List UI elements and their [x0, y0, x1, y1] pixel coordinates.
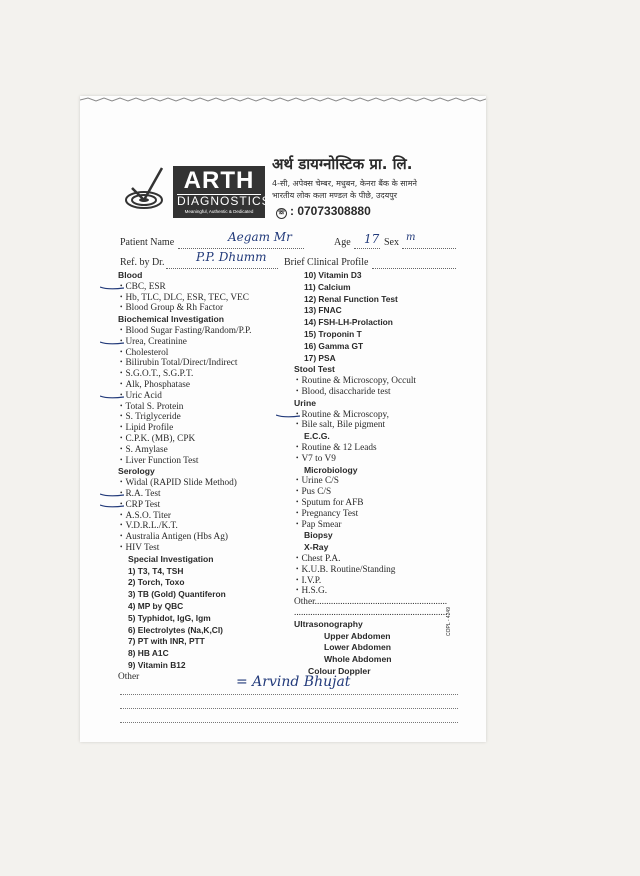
- left-test-row: [118, 625, 252, 637]
- right-test-row: [294, 317, 447, 329]
- left-test-row: [118, 293, 252, 304]
- numbered-test-item: 13) FNAC: [304, 305, 342, 316]
- other-text: Other.........................................................: [294, 597, 448, 608]
- section-heading: Microbiology: [304, 464, 358, 475]
- ref-by-line: [166, 268, 278, 269]
- left-test-row: [118, 532, 252, 543]
- test-item: • Liver Function Test: [120, 456, 198, 466]
- handwritten-signature: = Arvind Bhujat: [236, 674, 351, 690]
- age-label: Age: [334, 237, 351, 248]
- left-test-row: [118, 348, 252, 359]
- brief-clinical-profile-line: [372, 268, 456, 269]
- test-item: • Routine & Microscopy,: [296, 410, 389, 420]
- test-item: • Widal (RAPID Slide Method): [120, 478, 237, 488]
- sex-label: Sex: [384, 237, 399, 248]
- left-test-row: [118, 456, 252, 467]
- test-item: • Bile salt, Bile pigment: [296, 420, 385, 430]
- right-test-row: [294, 642, 447, 654]
- section-heading: Urine: [294, 397, 316, 408]
- test-item: • Sputum for AFB: [296, 498, 363, 508]
- right-test-row: [294, 454, 447, 465]
- right-test-column: [294, 270, 447, 678]
- numbered-test-item: 5) Typhidot, IgG, Igm: [128, 612, 211, 623]
- numbered-test-item: 14) FSH-LH-Prolaction: [304, 317, 393, 328]
- left-test-row: [118, 423, 252, 434]
- left-test-row: [118, 566, 252, 578]
- logo-text-arth: ARTH: [183, 167, 255, 194]
- test-item: • Urine C/S: [296, 476, 339, 486]
- right-test-row: [294, 398, 447, 410]
- pen-tick-mark: [100, 341, 124, 345]
- section-heading: Serology: [118, 466, 155, 477]
- section-heading: Biopsy: [304, 530, 333, 541]
- patient-name-label: Patient Name: [120, 237, 175, 248]
- left-test-row: [118, 589, 252, 601]
- numbered-test-item: 10) Vitamin D3: [304, 270, 362, 280]
- left-test-row: [118, 613, 252, 625]
- test-item: • R.A. Test: [120, 489, 161, 499]
- left-test-row: [118, 601, 252, 613]
- test-item: • Pap Smear: [296, 520, 341, 530]
- numbered-test-item: 2) Torch, Toxo: [128, 577, 185, 588]
- section-heading: Blood: [118, 270, 143, 280]
- sex-line: [402, 248, 456, 249]
- hindi-company-name: अर्थ डायग्नोस्टिक प्रा. लि.: [272, 155, 413, 173]
- left-test-row: [118, 270, 252, 282]
- numbered-test-item: 15) Troponin T: [304, 328, 362, 339]
- test-item: • A.S.O. Titer: [120, 511, 171, 521]
- numbered-test-item: 12) Renal Function Test: [304, 293, 398, 304]
- numbered-test-item: 8) HB A1C: [128, 648, 169, 659]
- left-test-row: [118, 648, 252, 660]
- test-item: • V7 to V9: [296, 454, 336, 464]
- ref-by-label: Ref. by Dr.: [120, 257, 165, 268]
- handwritten-ref-doctor: P.P. Dhumm: [196, 250, 267, 264]
- left-test-row: [118, 303, 252, 314]
- left-test-row: [118, 543, 252, 554]
- section-heading: Whole Abdomen: [324, 654, 392, 665]
- left-test-row: [118, 445, 252, 456]
- left-test-row: [118, 636, 252, 648]
- numbered-test-item: 4) MP by QBC: [128, 600, 184, 611]
- test-item: • C.P.K. (MB), CPK: [120, 434, 195, 444]
- numbered-test-item: 16) Gamma GT: [304, 340, 364, 351]
- left-test-row: [118, 412, 252, 423]
- left-test-row: [118, 466, 252, 478]
- left-test-row: [118, 434, 252, 445]
- other-line-3: [120, 722, 458, 723]
- section-heading: Ultrasonography: [294, 618, 363, 629]
- test-item: • H.S.G.: [296, 586, 327, 596]
- right-test-row: [294, 431, 447, 443]
- right-test-row: [294, 329, 447, 341]
- age-line: [354, 248, 380, 249]
- test-item: • Australia Antigen (Hbs Ag): [120, 532, 228, 542]
- patient-name-line: [178, 248, 304, 249]
- section-heading: Stool Test: [294, 364, 335, 375]
- hindi-address-line-1: 4-सी, अपेक्स चेम्बर, मधुबन, केनरा बैंक के सामने: [272, 179, 417, 188]
- right-test-row: [294, 341, 447, 353]
- right-test-row: [294, 270, 447, 282]
- numbered-test-item: 11) Calcium: [304, 281, 351, 292]
- right-test-row: [294, 443, 447, 454]
- left-test-row: [118, 500, 252, 511]
- right-test-row: [294, 597, 447, 608]
- phone-icon: ☏: [276, 208, 287, 219]
- left-test-row: [118, 380, 252, 391]
- left-test-row: [118, 660, 252, 672]
- company-logo: [173, 166, 271, 218]
- left-test-row: [118, 391, 252, 402]
- left-test-row: [118, 489, 252, 500]
- left-test-row: [118, 577, 252, 589]
- section-heading: Lower Abdomen: [324, 642, 391, 653]
- pen-tick-mark: [100, 286, 124, 290]
- right-test-row: [294, 565, 447, 576]
- test-item: • Routine & 12 Leads: [296, 443, 377, 453]
- numbered-test-item: 1) T3, T4, TSH: [128, 565, 184, 576]
- test-item: • Hb, TLC, DLC, ESR, TEC, VEC: [120, 293, 249, 303]
- pen-tick-mark: [100, 493, 124, 497]
- left-test-row: [118, 358, 252, 369]
- left-test-row: [118, 511, 252, 522]
- target-logo-icon: [124, 166, 164, 210]
- other-line-1: [120, 694, 458, 695]
- test-item: • Routine & Microscopy, Occult: [296, 376, 416, 386]
- left-test-row: [118, 478, 252, 489]
- test-item: • Pregnancy Test: [296, 509, 358, 519]
- hindi-address-line-2: भारतीय लोक कला मण्डल के पीछे, उदयपुर: [272, 191, 398, 200]
- right-test-row: [294, 654, 447, 666]
- test-item: • Blood, disaccharide test: [296, 387, 391, 397]
- right-test-row: [294, 520, 447, 531]
- right-test-row: [294, 586, 447, 597]
- logo-text-diagnostics: DIAGNOSTICS: [177, 194, 271, 208]
- logo-tagline: Meaningful, Authentic & Dedicated: [184, 209, 254, 214]
- left-test-row: [118, 282, 252, 293]
- right-test-row: [294, 530, 447, 542]
- right-test-row: [294, 294, 447, 306]
- left-test-row: [118, 554, 252, 566]
- left-test-row: [118, 314, 252, 326]
- right-test-row: [294, 554, 447, 565]
- test-item: • Chest P.A.: [296, 554, 340, 564]
- section-heading: Colour Doppler: [308, 665, 371, 676]
- test-item: • Uric Acid: [120, 391, 162, 401]
- phone-number: ☏ : 07073308880: [277, 204, 371, 218]
- test-item: • CRP Test: [120, 500, 160, 510]
- test-item: • Blood Sugar Fasting/Random/P.P.: [120, 326, 252, 336]
- test-item: • Cholesterol: [120, 348, 168, 358]
- test-item: • Total S. Protein: [120, 402, 183, 412]
- request-form-sheet: [80, 96, 486, 742]
- right-test-row: [294, 387, 447, 398]
- section-heading: Upper Abdomen: [324, 630, 391, 641]
- right-test-row: [294, 619, 447, 631]
- left-test-row: [118, 337, 252, 348]
- test-item: • CBC, ESR: [120, 282, 166, 292]
- pen-tick-mark: [100, 504, 124, 508]
- right-test-row: [294, 608, 447, 619]
- numbered-test-item: 17) PSA: [304, 352, 336, 363]
- right-test-row: [294, 576, 447, 587]
- copl-code: COPL - 4249: [446, 607, 452, 636]
- numbered-test-item: 7) PT with INR, PTT: [128, 636, 205, 647]
- test-item: • S. Amylase: [120, 445, 168, 455]
- right-test-row: [294, 364, 447, 376]
- test-item: • HIV Test: [120, 543, 159, 553]
- test-item: • K.U.B. Routine/Standing: [296, 565, 395, 575]
- handwritten-sex: m: [406, 232, 416, 243]
- section-heading: X-Ray: [304, 542, 329, 553]
- test-item: • Lipid Profile: [120, 423, 173, 433]
- left-test-row: [118, 402, 252, 413]
- test-item: • Urea, Creatinine: [120, 337, 187, 347]
- right-test-row: [294, 487, 447, 498]
- left-test-row: [118, 521, 252, 532]
- right-test-row: [294, 542, 447, 554]
- test-item: • Alk, Phosphatase: [120, 380, 190, 390]
- test-item: • Bilirubin Total/Direct/Indirect: [120, 358, 237, 368]
- test-item: • S. Triglyceride: [120, 412, 181, 422]
- other-text: Other: [118, 671, 140, 682]
- right-test-row: [294, 353, 447, 365]
- test-item: • V.D.R.L./K.T.: [120, 521, 178, 531]
- section-heading: Special Investigation: [128, 553, 214, 564]
- numbered-test-item: 6) Electrolytes (Na,K,Cl): [128, 624, 223, 635]
- pen-tick-mark: [276, 414, 300, 418]
- pen-tick-mark: [100, 395, 124, 399]
- right-test-row: [294, 282, 447, 294]
- numbered-test-item: 9) Vitamin B12: [128, 659, 186, 670]
- right-test-row: [294, 509, 447, 520]
- test-item: • I.V.P.: [296, 576, 321, 586]
- numbered-test-item: 3) TB (Gold) Quantiferon: [128, 589, 226, 600]
- handwritten-patient-name: Aegam Mr: [228, 230, 292, 244]
- handwritten-age: 17: [364, 232, 380, 246]
- test-item: • Blood Group & Rh Factor: [120, 303, 223, 313]
- left-test-row: [118, 369, 252, 380]
- section-heading: Biochemical Investigation: [118, 314, 225, 325]
- test-item: • S.G.O.T., S.G.P.T.: [120, 369, 193, 379]
- left-test-row: [118, 672, 252, 683]
- right-test-row: [294, 305, 447, 317]
- section-heading: E.C.G.: [304, 431, 330, 442]
- brief-clinical-profile-label: Brief Clinical Profile: [284, 257, 369, 268]
- test-item: • Pus C/S: [296, 487, 331, 497]
- right-test-row: [294, 476, 447, 487]
- left-test-row: [118, 326, 252, 337]
- other-line-2: [120, 708, 458, 709]
- right-test-row: [294, 465, 447, 477]
- right-test-row: [294, 410, 447, 421]
- right-test-row: [294, 376, 447, 387]
- right-test-row: [294, 631, 447, 643]
- right-test-row: [294, 420, 447, 431]
- left-test-column: [118, 270, 252, 682]
- torn-edge: [80, 96, 486, 104]
- other-text: ..................................................................: [294, 607, 448, 618]
- right-test-row: [294, 498, 447, 509]
